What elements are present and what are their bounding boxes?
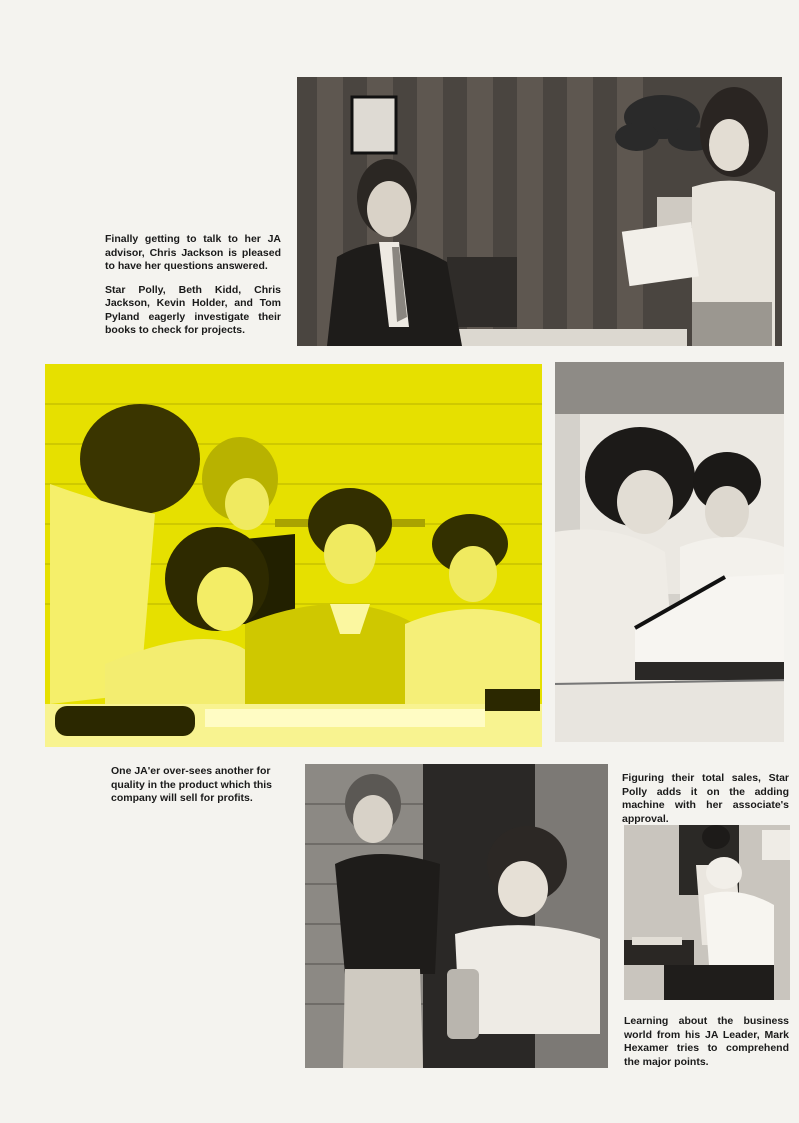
- photo-group-yellow-image: [45, 364, 542, 747]
- caption-leader-text: Learning about the business world from his JA Leader, Mark Hexamer tries to comprehend the major points.: [624, 1015, 789, 1068]
- caption-books-text: Star Polly, Beth Kidd, Chris Jackson, Kevin Holder, and Tom Pyland eagerly investigate their books to check for projects.: [105, 283, 281, 336]
- photo-adding-machine: [555, 362, 784, 742]
- photo-ja-leader-image: [624, 825, 790, 1000]
- photo-ja-leader: [624, 825, 790, 1000]
- photo-quality-check: [305, 764, 608, 1068]
- caption-leader: [624, 1015, 789, 1079]
- photo-adding-machine-image: [555, 362, 784, 742]
- caption-advisor: [105, 233, 281, 348]
- caption-advisor-text: Finally getting to talk to her JA advisor, Chris Jackson is pleased to have her questions answered.: [105, 233, 281, 272]
- photo-quality-check-image: [305, 764, 608, 1068]
- photo-office-advisor: [297, 77, 782, 346]
- photo-office-advisor-image: [297, 77, 782, 346]
- caption-quality: [111, 765, 291, 816]
- photo-group-yellow: [45, 364, 542, 747]
- caption-quality-text: One JA'er over-sees another for quality in the product which this company will sell for profits.: [111, 765, 273, 804]
- caption-sales-text: Figuring their total sales, Star Polly adds it on the adding machine with her associate's approval.: [622, 772, 789, 825]
